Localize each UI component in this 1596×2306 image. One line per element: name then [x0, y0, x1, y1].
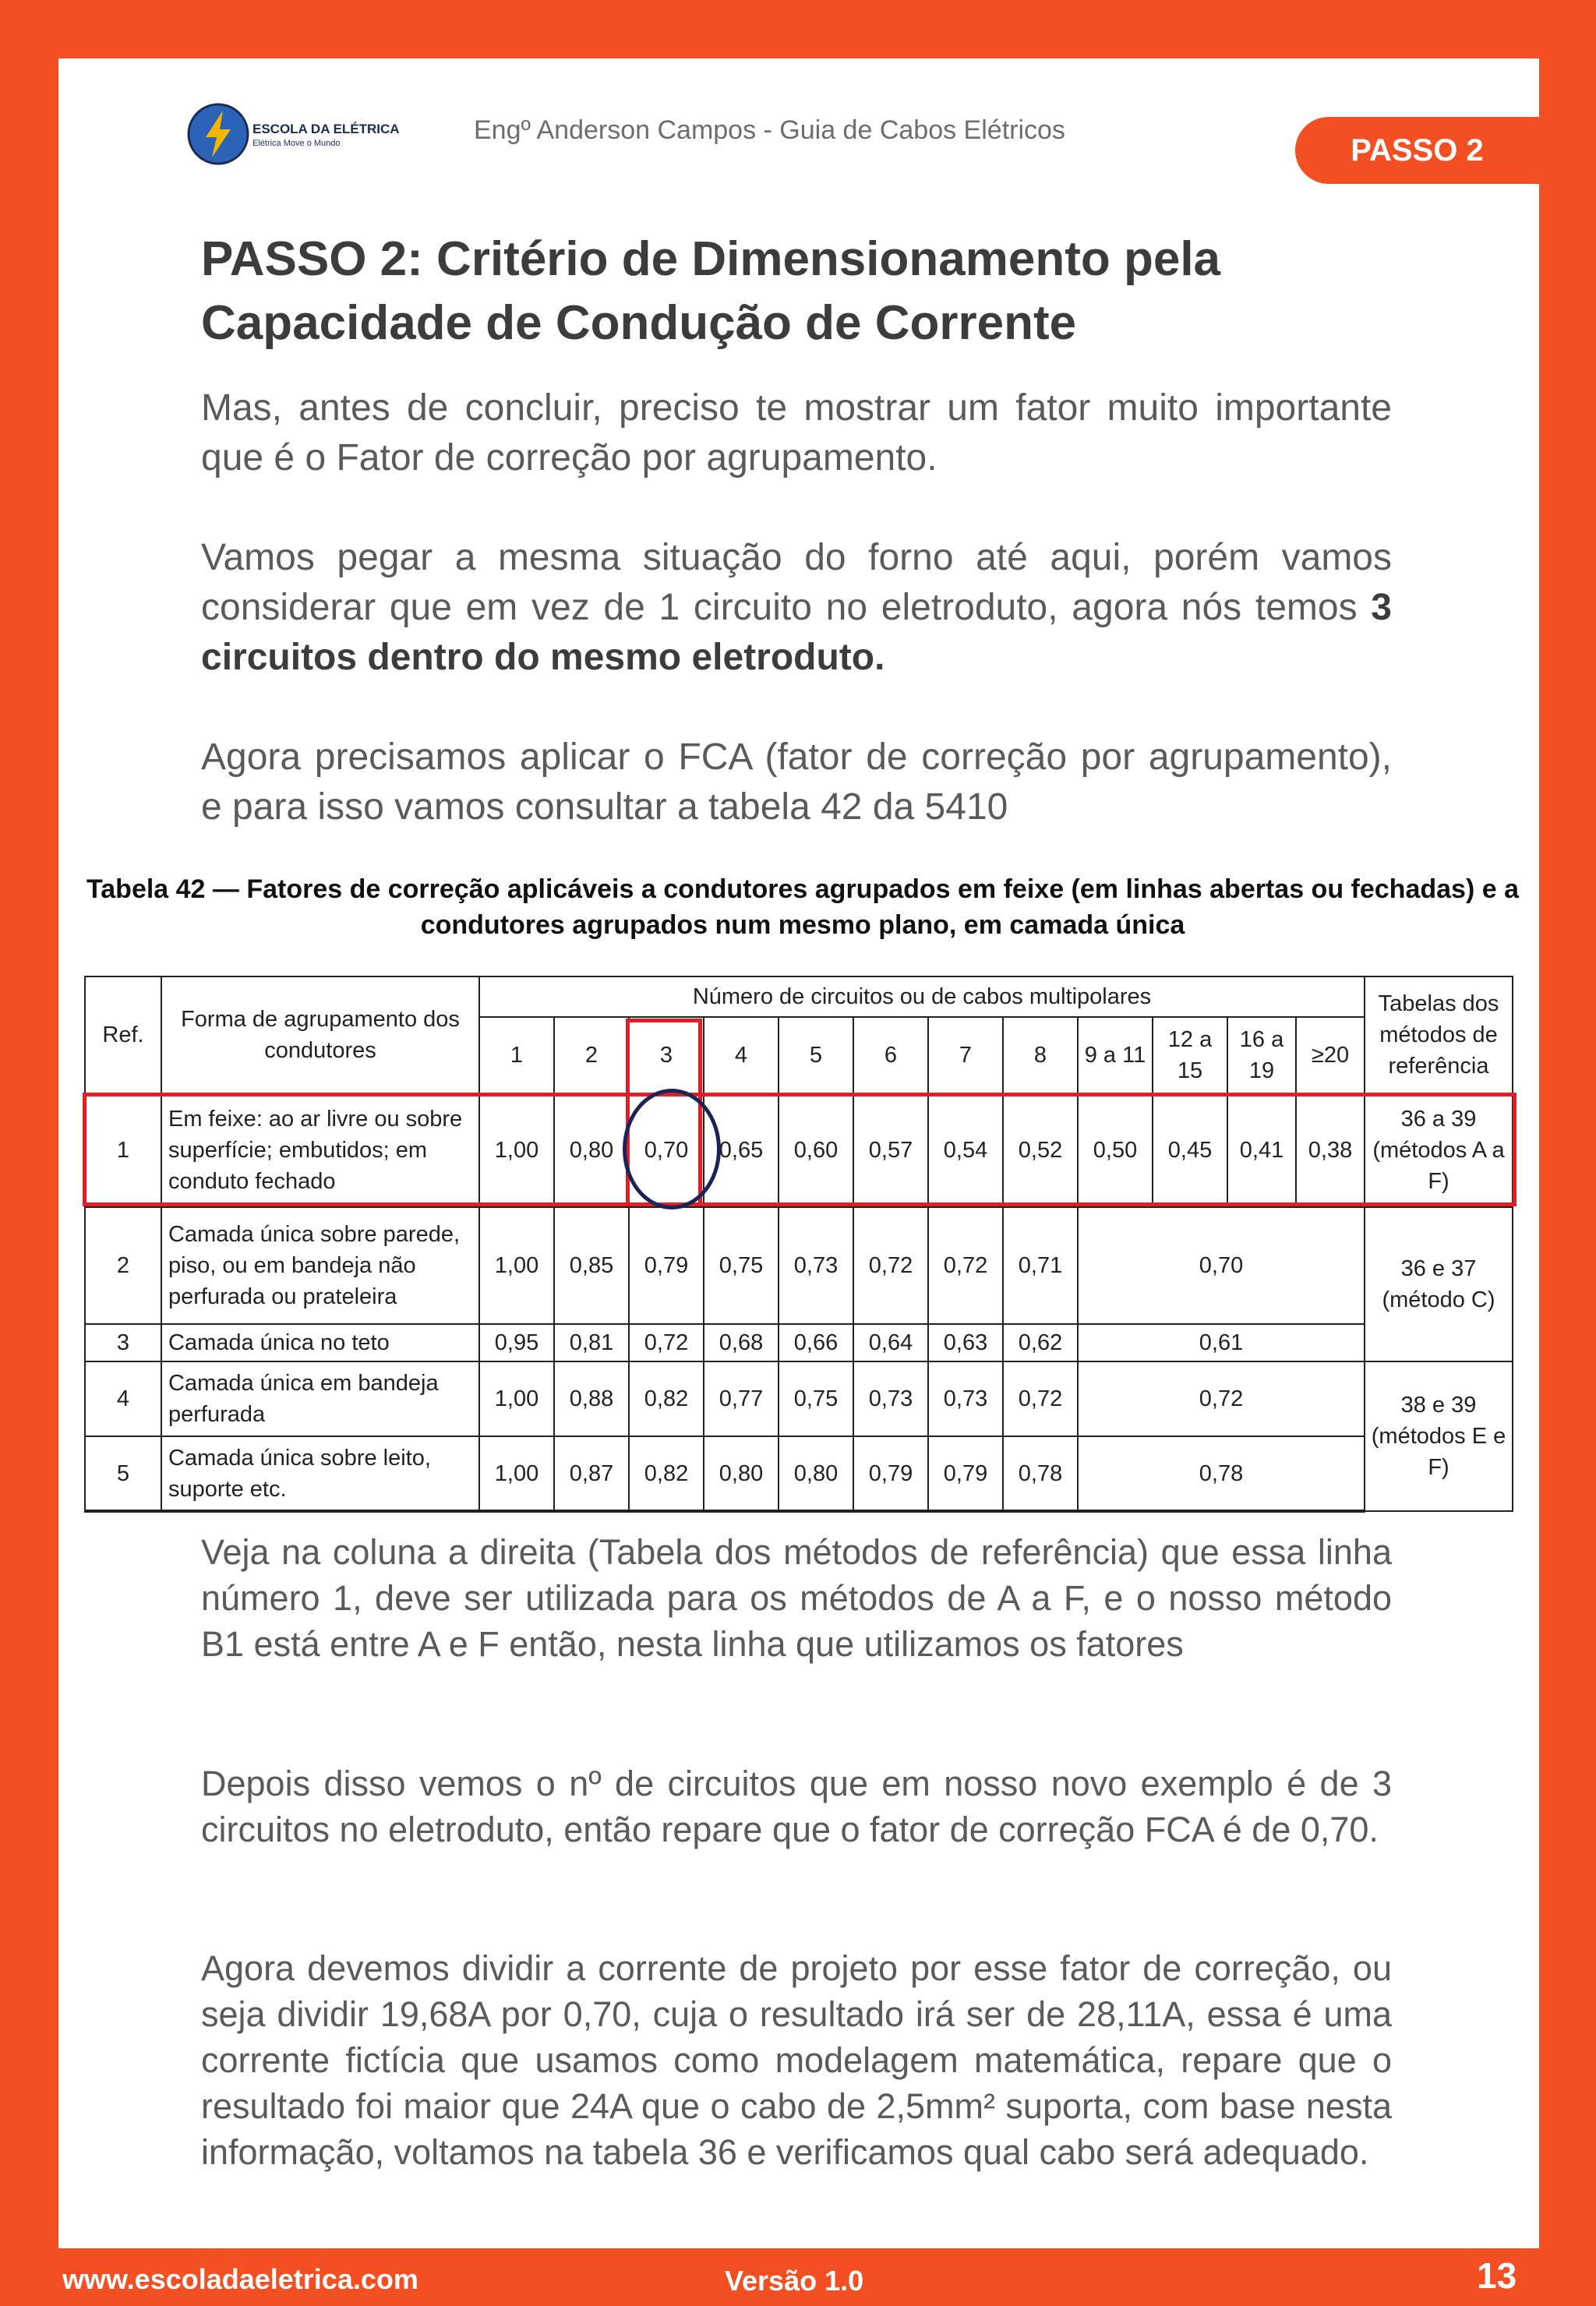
row-forma: Camada única em bandeja perfurada: [161, 1361, 479, 1436]
paragraph-situation-bold: 3 circuitos dentro do mesmo eletroduto.: [201, 587, 1392, 678]
row-ref: 3: [85, 1324, 161, 1361]
row-forma: Camada única sobre parede, piso, ou em bandeja não perfurada ou prateleira: [161, 1207, 479, 1324]
row-value: 0,79: [629, 1207, 704, 1324]
row-value: 0,72: [1003, 1361, 1078, 1436]
paragraph-fca: Agora precisamos aplicar o FCA (fator de correção por agrupamento), e para isso vamos consultar a tabela 42 da 5410: [201, 736, 1392, 828]
paragraph-circuits: Depois disso vemos o nº de circuitos que em nosso novo exemplo é de 3 circuitos no eletroduto, então repare que o fator de correção FCA é de 0,70.: [201, 1764, 1392, 1849]
row-value: 0,62: [1003, 1324, 1078, 1361]
table-row: [85, 1207, 1513, 1324]
row-ref: 2: [85, 1207, 161, 1324]
row-value: 0,79: [928, 1436, 1003, 1511]
row-tabelas: 36 e 37 (método C): [1365, 1207, 1513, 1361]
col-header: ≥20: [1296, 1017, 1365, 1093]
row-value-highlighted: 0,70: [629, 1093, 704, 1207]
table-row: [85, 1324, 1513, 1361]
row-value: 0,80: [554, 1093, 629, 1207]
correction-factor-table: [84, 976, 1513, 1513]
row-tabelas: 36 a 39 (métodos A a F): [1365, 1093, 1513, 1207]
row-value: 0,52: [1003, 1093, 1078, 1207]
row-value: 0,73: [853, 1361, 928, 1436]
row-value: 0,66: [779, 1324, 853, 1361]
table-caption: Tabela 42 — Fatores de correção aplicáveis a condutores agrupados em feixe (em linhas abertas ou fechadas) e a condutores agrupados num mesmo plano, em camada única: [87, 874, 1519, 940]
row-value: 0,75: [704, 1207, 779, 1324]
header-forma: Forma de agrupamento dos condutores: [161, 976, 479, 1093]
row-value: 0,81: [554, 1324, 629, 1361]
paragraph-situation: [201, 533, 1392, 683]
col-header: 6: [853, 1017, 928, 1093]
row-value: 1,00: [479, 1093, 554, 1207]
col-header: 9 a 11: [1078, 1017, 1153, 1093]
row-value: 0,72: [629, 1324, 704, 1361]
row-value: 0,77: [704, 1361, 779, 1436]
logo-title: ESCOLA DA ELÉTRICA: [252, 122, 400, 136]
row-value: 0,41: [1227, 1093, 1296, 1207]
col-header: 2: [554, 1017, 629, 1093]
row-value: 0,82: [629, 1436, 704, 1511]
row-value: 0,88: [554, 1361, 629, 1436]
row-ref: 1: [85, 1093, 161, 1207]
row-ref: 4: [85, 1361, 161, 1436]
col-header: 1: [479, 1017, 554, 1093]
row-value: 0,87: [554, 1436, 629, 1511]
highlight-circle: [623, 1089, 721, 1210]
row-value: 0,38: [1296, 1093, 1365, 1207]
paragraph-intro: Mas, antes de concluir, preciso te mostrar um fator muito importante que é o Fator de correção por agrupamento.: [201, 387, 1392, 479]
row-value: 0,73: [928, 1361, 1003, 1436]
row-value: 1,00: [479, 1207, 554, 1324]
row-value: 0,80: [704, 1436, 779, 1511]
table-row: [85, 1361, 1513, 1436]
page-title: PASSO 2: Critério de Dimensionamento pela Capacidade de Condução de Corrente: [201, 232, 1221, 350]
row-value-merged: 0,78: [1078, 1436, 1365, 1511]
row-value: 0,68: [704, 1324, 779, 1361]
row-value-merged: 0,70: [1078, 1207, 1365, 1324]
row-forma: Camada única no teto: [161, 1324, 479, 1361]
highlight-row-box: [83, 1093, 1517, 1206]
row-value: 0,73: [779, 1207, 853, 1324]
header-ref: Ref.: [85, 976, 161, 1093]
row-value-merged: 0,61: [1078, 1324, 1365, 1361]
header-tabelas: Tabelas dos métodos de referência: [1365, 976, 1513, 1093]
col-header: 7: [928, 1017, 1003, 1093]
row-value: 0,82: [629, 1361, 704, 1436]
row-value: 0,60: [779, 1093, 853, 1207]
row-value: 0,85: [554, 1207, 629, 1324]
page-number: 13: [1477, 2255, 1517, 2296]
logo-subtitle: Elétrica Move o Mundo: [252, 139, 341, 148]
paragraph-column: Veja na coluna a direita (Tabela dos métodos de referência) que essa linha número 1, deve ser utilizada para os métodos de A a F, e o nosso método B1 está entre A e F então, nesta linha que utilizamos os fatores: [201, 1532, 1392, 1664]
document-title: Engº Anderson Campos - Guia de Cabos Elétricos: [474, 115, 1065, 145]
row-forma: Camada única sobre leito, suporte etc.: [161, 1436, 479, 1511]
row-value: 0,54: [928, 1093, 1003, 1207]
row-ref: 5: [85, 1436, 161, 1511]
footer-version: Versão 1.0: [725, 2265, 864, 2297]
row-value: 1,00: [479, 1436, 554, 1511]
row-value: 0,80: [779, 1436, 853, 1511]
header-circuit-count: Número de circuitos ou de cabos multipolares: [479, 976, 1365, 1017]
row-value: 0,50: [1078, 1093, 1153, 1207]
row-value: 0,63: [928, 1324, 1003, 1361]
step-badge: PASSO 2: [1295, 117, 1539, 184]
row-value: 0,65: [704, 1093, 779, 1207]
paragraph-calculation: Agora devemos dividir a corrente de projeto por esse fator de correção, ou seja dividir 19,68A por 0,70, cuja o resultado irá ser de 28,11A, essa é uma corrente fictícia que usamos como modelagem matemática, repare que o resultado foi maior que 24A que o cabo de 2,5mm² suporta, com base nesta informação, voltamos na tabela 36 e verificamos qual cabo será adequado.: [201, 1948, 1392, 2172]
row-value: 0,79: [853, 1436, 928, 1511]
col-header: 16 a 19: [1227, 1017, 1296, 1093]
row-value: 0,72: [928, 1207, 1003, 1324]
row-value: 0,78: [1003, 1436, 1078, 1511]
row-tabelas: 38 e 39 (métodos E e F): [1365, 1361, 1513, 1511]
logo: [187, 103, 421, 173]
footer-url[interactable]: www.escoladaeletrica.com: [62, 2263, 418, 2295]
row-value: 0,45: [1153, 1093, 1227, 1207]
row-value: 0,64: [853, 1324, 928, 1361]
row-value: 1,00: [479, 1361, 554, 1436]
row-value-merged: 0,72: [1078, 1361, 1365, 1436]
paragraph-situation-text: Vamos pegar a mesma situação do forno até aqui, porém vamos considerar que em vez de 1 circuito no eletroduto, agora nós temos: [201, 537, 1392, 628]
row-value: 0,75: [779, 1361, 853, 1436]
lightning-bolt-icon: [187, 103, 249, 165]
col-header: 4: [704, 1017, 779, 1093]
col-header: 5: [779, 1017, 853, 1093]
row-value: 0,95: [479, 1324, 554, 1361]
row-forma: Em feixe: ao ar livre ou sobre superfície; embutidos; em conduto fechado: [161, 1093, 479, 1207]
row-value: 0,72: [853, 1207, 928, 1324]
table-row: [85, 1436, 1513, 1511]
col-header: 3: [629, 1017, 704, 1093]
col-header: 8: [1003, 1017, 1078, 1093]
row-value: 0,71: [1003, 1207, 1078, 1324]
row-value: 0,57: [853, 1093, 928, 1207]
col-header: 12 a 15: [1153, 1017, 1227, 1093]
